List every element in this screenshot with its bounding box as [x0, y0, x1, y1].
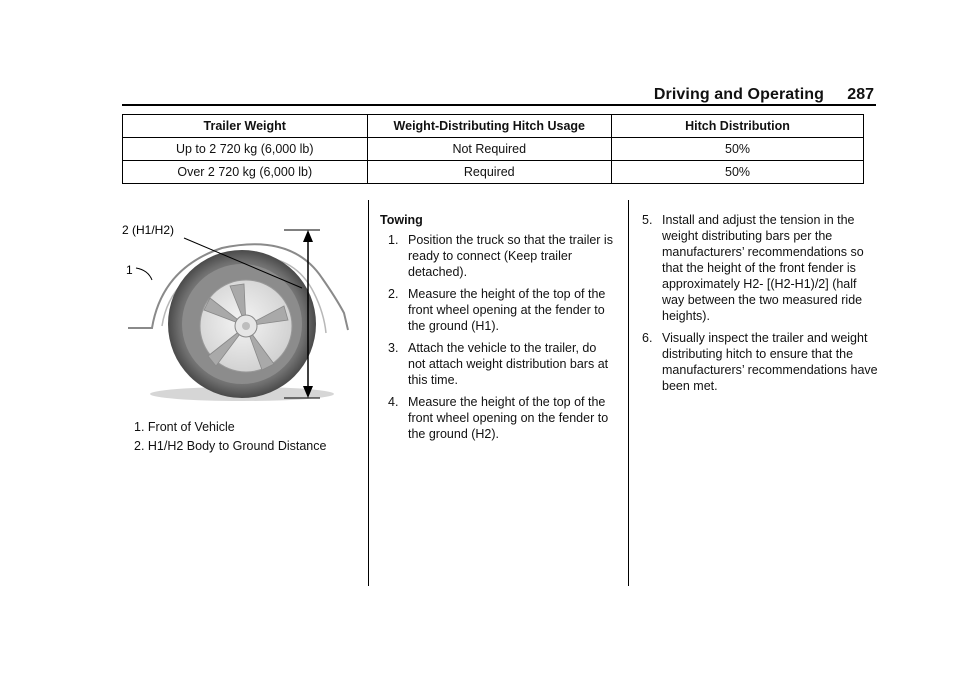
page-number: 287 [847, 86, 874, 103]
callout-2-label: 2 (H1/H2) [122, 223, 175, 237]
step-number: 2. [388, 287, 399, 301]
header-rule [122, 104, 876, 106]
towing-column-right [642, 212, 880, 400]
figure-legend [134, 418, 326, 456]
step-text: Install and adjust the tension in the weight distributing bars per the manufacturers’ recommendations so that the height of the front fender is approximately H2- [(H2-H1)/2] (half way between the two measured ride heights). [662, 213, 864, 323]
page-header-title: Driving and Operating [653, 86, 824, 103]
table-cell: Over 2 720 kg (6,000 lb) [123, 161, 368, 184]
column-divider [368, 200, 369, 586]
table-header: Trailer Weight [123, 115, 368, 138]
towing-column-middle [380, 212, 616, 448]
step-number: 3. [388, 341, 399, 355]
step-text: Measure the height of the top of the front wheel opening at the fender to the ground (H1). [408, 287, 606, 333]
table-cell: 50% [612, 138, 864, 161]
column-divider [628, 200, 629, 586]
callout-1-label: 1 [126, 263, 133, 277]
hitch-table [122, 114, 864, 184]
table-header-row [123, 115, 864, 138]
step-number: 1. [388, 233, 399, 247]
table-cell: 50% [612, 161, 864, 184]
legend-item: 1. Front of Vehicle [134, 420, 235, 434]
list-item [380, 232, 616, 280]
step-text: Visually inspect the trailer and weight distributing hitch to ensure that the manufacturers’ recommendations have been met. [662, 331, 878, 393]
table-row [123, 161, 864, 184]
list-item [380, 340, 616, 388]
table-header: Hitch Distribution [612, 115, 864, 138]
step-number: 6. [642, 331, 653, 345]
table-cell: Up to 2 720 kg (6,000 lb) [123, 138, 368, 161]
list-item [380, 286, 616, 334]
table-header: Weight-Distributing Hitch Usage [367, 115, 612, 138]
list-item [380, 394, 616, 442]
step-text: Position the truck so that the trailer is ready to connect (Keep trailer detached). [408, 233, 613, 279]
hub-center [242, 322, 250, 330]
wheel-height-illustration [122, 218, 350, 404]
step-text: Attach the vehicle to the trailer, do not attach weight distribution bars at this time. [408, 341, 609, 387]
table-cell: Not Required [367, 138, 612, 161]
list-item [642, 212, 880, 324]
list-item [642, 330, 880, 394]
table-cell: Required [367, 161, 612, 184]
step-number: 4. [388, 395, 399, 409]
table-row [123, 138, 864, 161]
step-text: Measure the height of the top of the front wheel opening on the fender to the ground (H2). [408, 395, 609, 441]
towing-heading: Towing [380, 213, 423, 227]
step-number: 5. [642, 213, 653, 227]
legend-item: 2. H1/H2 Body to Ground Distance [134, 439, 327, 453]
